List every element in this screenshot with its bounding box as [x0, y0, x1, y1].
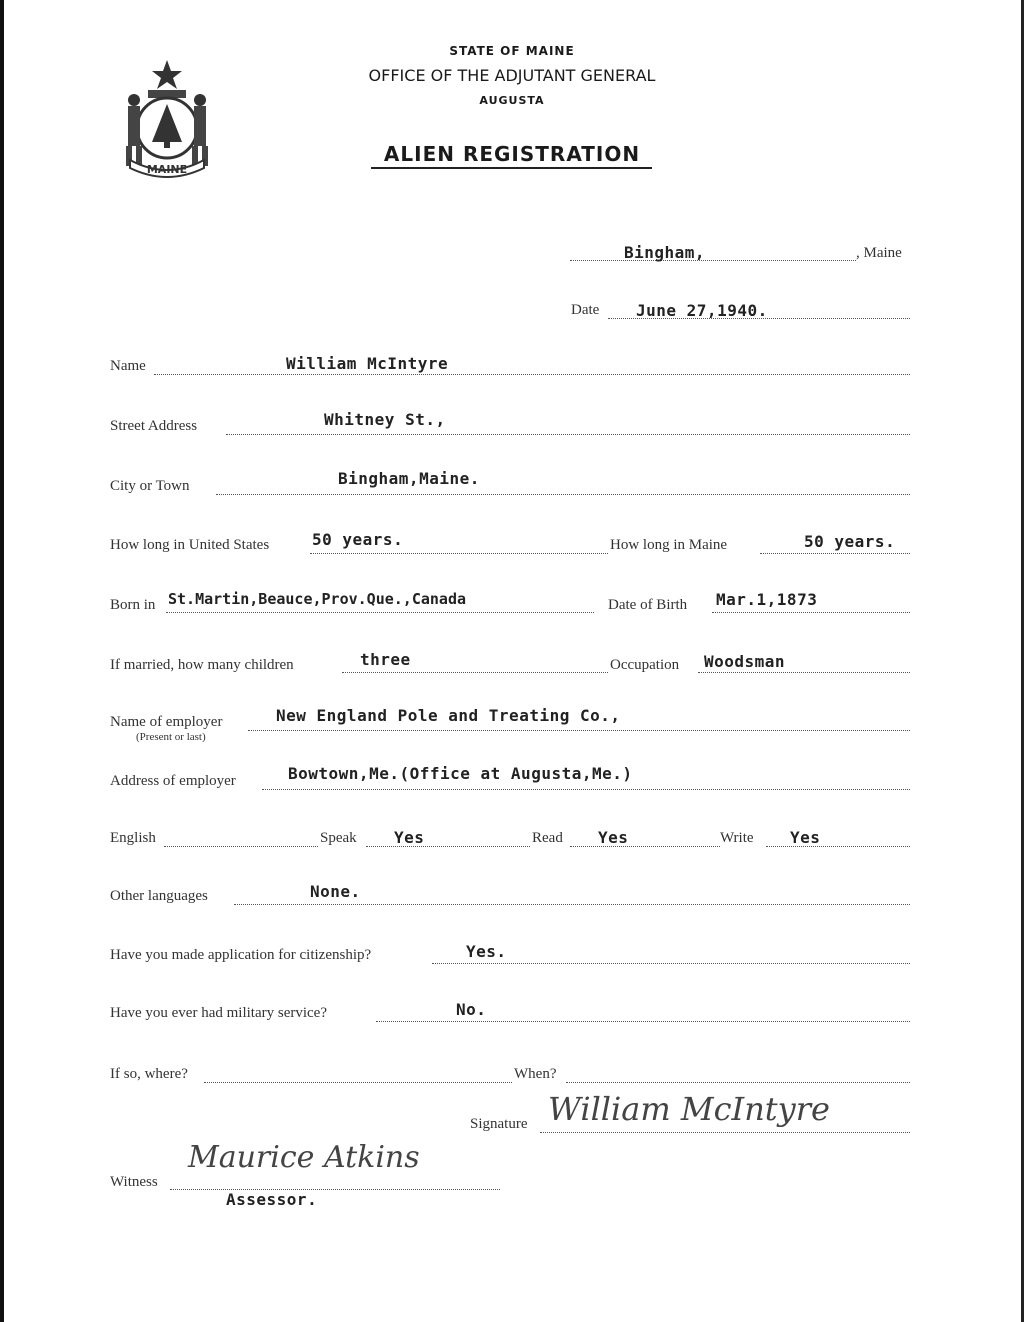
employer-value[interactable]: New England Pole and Treating Co.,	[276, 706, 621, 725]
us-years-label: How long in United States	[110, 537, 270, 553]
citizenship-label: Have you made application for citizenship?	[110, 947, 372, 963]
other-languages-label: Other languages	[110, 888, 208, 904]
svg-text:MAINE: MAINE	[146, 163, 188, 176]
born-label: Born in	[110, 597, 156, 613]
children-label: If married, how many children	[110, 657, 294, 673]
street-value[interactable]: Whitney St.,	[324, 410, 446, 429]
signature-line	[540, 1132, 910, 1133]
maine-years-line	[760, 553, 910, 554]
occupation-label: Occupation	[610, 657, 680, 673]
occupation-value[interactable]: Woodsman	[704, 652, 786, 671]
english-label: English	[110, 830, 156, 846]
date-label: Date	[571, 302, 600, 318]
name-label: Name	[110, 358, 146, 374]
employer-line	[248, 730, 910, 731]
maine-years-label: How long in Maine	[610, 537, 728, 553]
where-line	[204, 1082, 512, 1083]
dob-line	[712, 612, 910, 613]
military-value[interactable]: No.	[456, 1000, 487, 1019]
witness-signature[interactable]: Maurice Atkins	[188, 1140, 420, 1175]
when-line	[566, 1082, 910, 1083]
read-line	[570, 846, 720, 847]
witness-label: Witness	[110, 1174, 158, 1190]
born-line	[166, 612, 594, 613]
employer-sublabel: (Present or last)	[136, 731, 206, 743]
street-line	[226, 434, 910, 435]
name-value[interactable]: William McIntyre	[286, 354, 449, 373]
military-label: Have you ever had military service?	[110, 1005, 327, 1021]
write-value[interactable]: Yes	[790, 828, 821, 847]
title-underline	[371, 167, 652, 169]
city-heading: AUGUSTA	[479, 94, 545, 107]
witness-title: Assessor.	[226, 1190, 318, 1209]
speak-label: Speak	[320, 830, 357, 846]
witness-line	[170, 1189, 500, 1190]
born-value[interactable]: St.Martin,Beauce,Prov.Que.,Canada	[168, 590, 467, 608]
write-label: Write	[720, 830, 754, 846]
citizenship-value[interactable]: Yes.	[466, 942, 507, 961]
citizenship-line	[432, 963, 910, 964]
state-heading: STATE OF MAINE	[449, 44, 575, 58]
town-line	[570, 260, 856, 261]
date-value[interactable]: June 27,1940.	[636, 301, 768, 320]
maine-years-value[interactable]: 50 years.	[804, 532, 896, 551]
other-languages-line	[234, 904, 910, 905]
town-value[interactable]: Bingham,	[624, 243, 706, 262]
read-label: Read	[532, 830, 563, 846]
employer-label: Name of employer	[110, 714, 223, 730]
employer-address-line	[262, 789, 910, 790]
town-suffix: , Maine	[856, 245, 902, 261]
children-value[interactable]: three	[360, 650, 411, 669]
read-value[interactable]: Yes	[598, 828, 629, 847]
where-label: If so, where?	[110, 1066, 188, 1082]
speak-value[interactable]: Yes	[394, 828, 425, 847]
occupation-line	[698, 672, 910, 673]
city-label: City or Town	[110, 478, 190, 494]
us-years-value[interactable]: 50 years.	[312, 530, 404, 549]
signature-value[interactable]: William McIntyre	[548, 1090, 830, 1128]
name-line	[154, 374, 910, 375]
english-line	[164, 846, 318, 847]
city-value[interactable]: Bingham,Maine.	[338, 469, 480, 488]
us-years-line	[310, 553, 608, 554]
employer-address-label: Address of employer	[110, 773, 236, 789]
dob-value[interactable]: Mar.1,1873	[716, 590, 818, 609]
other-languages-value[interactable]: None.	[310, 882, 361, 901]
signature-label: Signature	[470, 1116, 528, 1132]
street-label: Street Address	[110, 418, 198, 434]
when-label: When?	[514, 1066, 557, 1082]
dob-label: Date of Birth	[608, 597, 688, 613]
military-line	[376, 1021, 910, 1022]
children-line	[342, 672, 608, 673]
speak-line	[366, 846, 530, 847]
city-line	[216, 494, 910, 495]
page-title: ALIEN REGISTRATION	[383, 142, 641, 166]
employer-address-value[interactable]: Bowtown,Me.(Office at Augusta,Me.)	[288, 764, 633, 783]
office-heading: OFFICE OF THE ADJUTANT GENERAL	[368, 66, 656, 85]
write-line	[766, 846, 910, 847]
